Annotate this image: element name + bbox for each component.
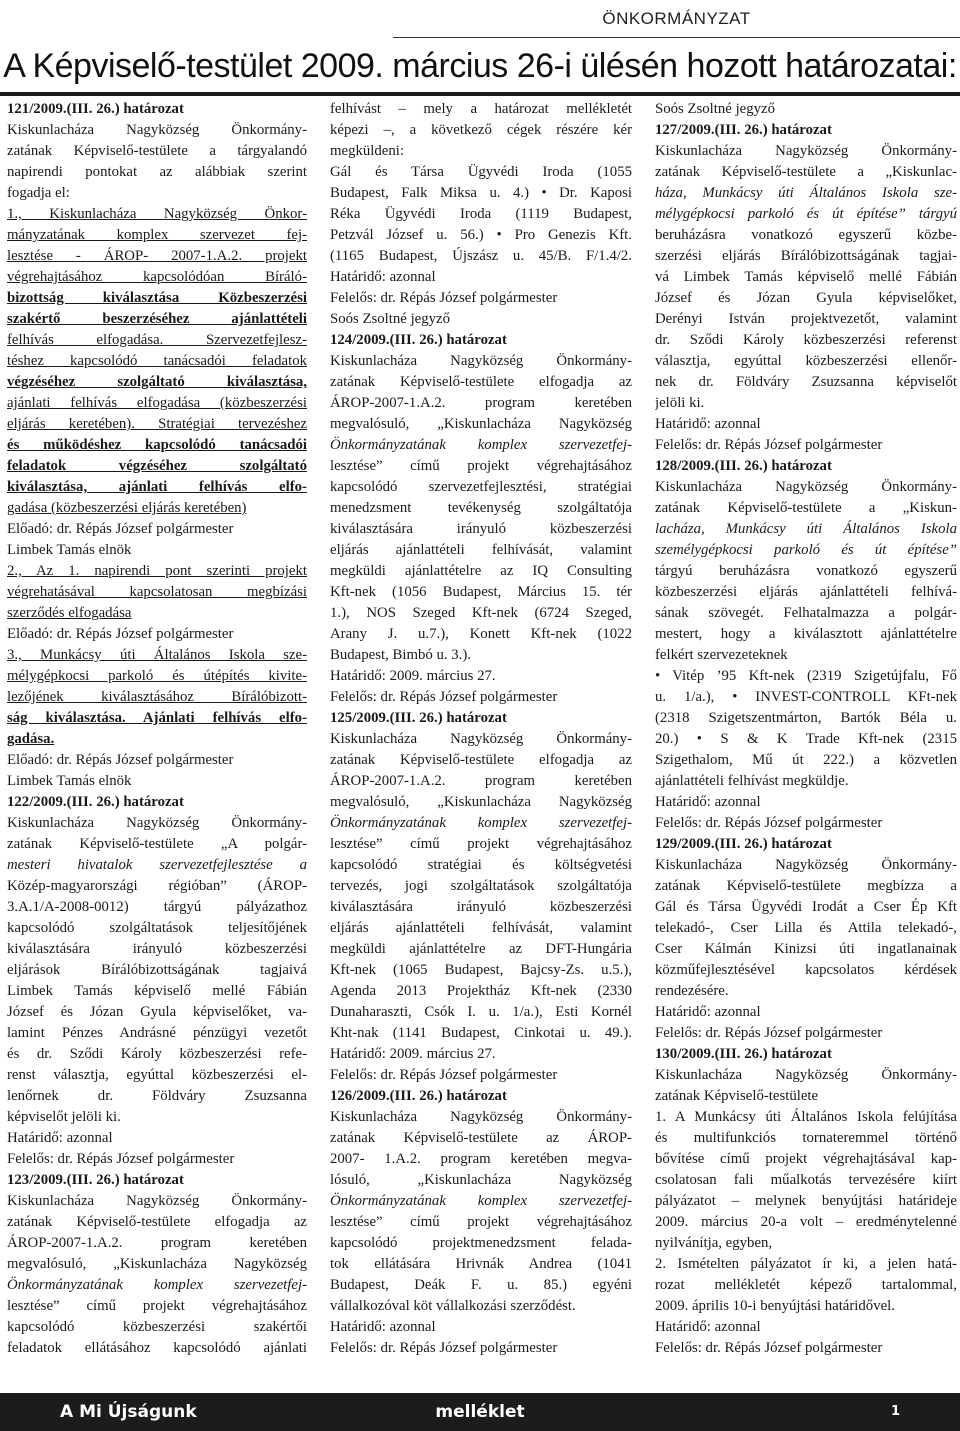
text-line: Limbek Tamás elnök (7, 773, 132, 789)
text-line: ajánlati felhívás elfogadása (közbeszerzési (7, 395, 307, 411)
text-line: Arany J. u.7.), Konett Kft-nek (1022 (330, 626, 632, 642)
text-line: renst választja, egyúttal közbeszerzési el- (7, 1067, 307, 1083)
text-line: közműfejlesztésével kapcsolatos kérdések (655, 962, 957, 978)
text-line: Kiskunlacháza Nagyközség Önkormány- (655, 857, 957, 873)
text-line: kiválasztására irányuló közbeszerzési (7, 941, 307, 957)
text-line: megküldeni: (330, 143, 404, 159)
text-line: zatának Képviselő-testülete „A polgár- (7, 836, 307, 852)
text-line: kiválasztására irányuló közbeszerzési (330, 521, 632, 537)
section-label: ÖNKORMÁNYZAT (602, 9, 751, 28)
text-line: eljárás ajánlattételi felhívását, valamint (330, 542, 632, 558)
text-line: telekadó-, Cser Lilla és Attila telekadó-, (655, 920, 957, 936)
text-line: mányzatának komplex szervezet fej- (7, 227, 307, 243)
text-line: képviselőt jelöli ki. (7, 1109, 121, 1125)
text-line: • Vitép ’95 Kft-nek (2319 Szigetújfalu, Fő (655, 668, 957, 684)
text-line: Felelős: dr. Répás József polgármester (330, 1340, 558, 1356)
text-line: végzéséhez szolgáltató kiválasztása, (7, 374, 307, 390)
text-line: Határidő: azonnal (655, 1004, 761, 1020)
text-line: József és Józan Gyula képviselőket, va- (7, 1004, 307, 1020)
text-line: zatának Képviselő-testülete megbízza a (655, 878, 957, 894)
text-line: eljárás ajánlattételi felhívását, valamint (330, 920, 632, 936)
text-line: mesteri hivatalok szervezetfejlesztése a (7, 857, 307, 873)
text-line: Kiskunlacháza Nagyközség Önkormány- (655, 143, 957, 159)
text-line: 121/2009.(III. 26.) határozat (7, 101, 184, 117)
text-line: eljárások Bírálóbizottságának tagjaivá (7, 962, 307, 978)
text-line: megvalósuló, „Kiskunlacháza Nagyközség (330, 794, 632, 810)
text-line: közbeszerzési eljárás ajánlattételi felhívá- (655, 584, 957, 600)
text-line: (2318 Szigetszentmárton, Bartók Béla u. (655, 710, 957, 726)
text-line: Önkormányzatának komplex szervezetfej- (330, 437, 632, 453)
text-line: csolatosan fali műalkotás tervezésére kiírt (655, 1172, 957, 1188)
text-line: 2., Az 1. napirendi pont szerinti projekt (7, 563, 307, 579)
text-line: háza, Munkácsy úti Általános Iskola sze- (655, 185, 957, 201)
text-line: Határidő: azonnal (330, 269, 436, 285)
text-line: Előadó: dr. Répás József polgármester (7, 521, 234, 537)
text-line: 2009. április 10-i benyújtási határidővel. (655, 1298, 895, 1314)
text-line: Limbek Tamás elnök (7, 542, 132, 558)
text-line: vállalkozóval köt vállalkozási szerződést. (330, 1298, 576, 1314)
text-line: Felelős: dr. Répás József polgármester (330, 689, 558, 705)
text-line: szakértő beszerzéséhez ajánlattételi (7, 311, 307, 327)
text-line: lesztése” című projekt végrehajtásához (7, 1298, 307, 1314)
text-line: Kft-nek (1056 Budapest, Március 15. tér (330, 584, 632, 600)
text-line: megvalósuló, „Kiskunlacháza Nagyközség (330, 416, 632, 432)
text-line: Kiskunlacháza Nagyközség Önkormány- (7, 122, 307, 138)
text-line: Határidő: azonnal (330, 1319, 436, 1335)
text-line: zatának Képviselő-testülete a tárgyalandó (7, 143, 307, 159)
text-line: és működéshez kapcsolódó tanácsadói (7, 437, 307, 453)
text-line: Kiskunlacháza Nagyközség Önkormány- (330, 353, 632, 369)
text-line: u. 1/a.), • INVEST-CONTROLL KFt-nek (655, 689, 957, 705)
text-column-1 (7, 99, 307, 1359)
text-line: menedzsment tevékenység szolgáltatója (330, 500, 632, 516)
text-line: Petzvál József u. 56.) • Pro Genezis Kft. (330, 227, 632, 243)
text-column-2 (330, 99, 632, 1359)
text-line: 2. Ismételten pályázatot ír ki, a jelen hatá- (655, 1256, 957, 1272)
text-line: Gál és Társa Ügyvédi Iroda (1055 (330, 164, 632, 180)
text-line: zatának Képviselő-testülete elfogadja az (7, 1214, 307, 1230)
text-line: lesztése” című projekt végrehajtásához (330, 1214, 632, 1230)
text-line: Határidő: 2009. március 27. (330, 668, 496, 684)
text-line: Kht-nak (1141 Budapest, Cinkotai u. 49.). (330, 1025, 632, 1041)
text-line: lezőjének kiválasztásához Bírálóbizott- (7, 689, 307, 705)
text-line: lósuló, „Kiskunlacháza Nagyközség (330, 1172, 632, 1188)
text-line: 20.) • S & K Trade Kft-nek (2315 (655, 731, 957, 747)
text-line: Réka Ügyvédi Iroda (1119 Budapest, (330, 206, 632, 222)
text-line: Limbek Tamás képviselő mellé Fábián (7, 983, 307, 999)
text-line: Felelős: dr. Répás József polgármester (655, 1340, 883, 1356)
text-line: Határidő: azonnal (7, 1130, 113, 1146)
page-footer (0, 1393, 960, 1431)
text-line: Felelős: dr. Répás József polgármester (655, 1025, 883, 1041)
text-line: Szigethalom, Mű út 222.) a közvetlen (655, 752, 957, 768)
text-line: József és Józan Gyula képviselőket, (655, 290, 957, 306)
text-line: lacháza, Munkácsy úti Általános Iskola (655, 521, 957, 537)
text-line: Előadó: dr. Répás József polgármester (7, 752, 234, 768)
text-line: megküldi ajánlattételre az DFT-Hungária (330, 941, 632, 957)
text-line: Soós Zsoltné jegyző (655, 101, 776, 117)
text-line: mestert, hogy a kiválasztott ajánlattételre (655, 626, 957, 642)
text-line: Budapest, Falk Miksa u. 4.) • Dr. Kaposi (330, 185, 632, 201)
text-line: rendezésére. (655, 983, 729, 999)
text-line: Határidő: azonnal (655, 416, 761, 432)
text-line: Határidő: 2009. március 27. (330, 1046, 496, 1062)
text-line: megküldi ajánlattételre az IQ Consulting (330, 563, 632, 579)
text-line: (1165 Budapest, Újszász u. 45/B. F/1.4/2. (330, 248, 632, 264)
text-line: 125/2009.(III. 26.) határozat (330, 710, 507, 726)
text-line: lesztése” című projekt végrehajtásához (330, 458, 632, 474)
text-line: kiválasztása, ajánlati felhívás elfo- (7, 479, 307, 495)
text-line: feladatok ellátásához kapcsolódó ajánlati (7, 1340, 307, 1356)
text-line: ság kiválasztása. Ajánlati felhívás elfo- (7, 710, 307, 726)
text-line: végrehatásával kapcsolatosan megbízási (7, 584, 307, 600)
text-line: téshez kapcsolódó tanácsadói feladatok (7, 353, 307, 369)
text-line: lesztése” című projekt végrehajtásához (330, 836, 632, 852)
text-line: és dr. Sződi Károly közbeszerzési refe- (7, 1046, 307, 1062)
text-line: 123/2009.(III. 26.) határozat (7, 1172, 184, 1188)
text-line: 1. A Munkácsy úti Általános Iskola felújítása (655, 1109, 957, 1125)
text-line: tok ellátására Hrivnák Andrea (1041 (330, 1256, 632, 1272)
text-line: Derényi István projektvezetőt, valamint (655, 311, 957, 327)
text-line: tárgyú beruházásra vonatkozó egyszerű (655, 563, 957, 579)
text-line: ajánlattételi felhívást megküldje. (655, 773, 849, 789)
text-line: 122/2009.(III. 26.) határozat (7, 794, 184, 810)
publication-name: A Mi Újságunk (60, 1402, 197, 1422)
section-header (393, 0, 960, 38)
text-line: Közép-magyarországi régióban” (ÁROP- (7, 878, 307, 894)
text-line: Kiskunlacháza Nagyközség Önkormány- (7, 1193, 307, 1209)
text-line: 2009. március 20-a volt – eredménytelenné (655, 1214, 957, 1230)
text-line: és multifunkciós tornateremmel történő (655, 1130, 957, 1146)
text-line: lenőrnek dr. Földváry Zsuzsanna (7, 1088, 307, 1104)
text-line: Budapest, Deák F. u. 85.) egyéni (330, 1277, 632, 1293)
text-line: képezi –, a következő cégek részére kér (330, 122, 632, 138)
header-divider (0, 92, 960, 96)
text-line: kapcsolódó stratégiai és költségvetési (330, 857, 632, 873)
text-line: Kiskunlacháza Nagyközség Önkormány- (330, 731, 632, 747)
text-line: ÁROP-2007-1.A.2. program keretében (7, 1235, 307, 1251)
text-line: zatának Képviselő-testülete a „Kiskun- (655, 500, 957, 516)
text-line: eljárás keretében). Stratégiai tervezéshez (7, 416, 307, 432)
text-line: Felelős: dr. Répás József polgármester (655, 437, 883, 453)
text-line: Felelős: dr. Répás József polgármester (655, 815, 883, 831)
text-line: 3.A.1/A-2008-0012) tárgyú pályázathoz (7, 899, 307, 915)
text-line: szerzési eljárás Bírálóbizottságának tagjai- (655, 248, 957, 264)
text-column-3 (655, 99, 957, 1359)
text-line: fogadja el: (7, 185, 70, 201)
text-line: Előadó: dr. Répás József polgármester (7, 626, 234, 642)
text-line: 128/2009.(III. 26.) határozat (655, 458, 832, 474)
text-line: mélygépkocsi parkoló és út építése” tárgyú (655, 206, 957, 222)
text-line: szerződés elfogadása (7, 605, 132, 621)
text-line: zatának Képviselő-testülete elfogadja az (330, 752, 632, 768)
text-line: 1.), NOS Szeged Kft-nek (6724 Szeged, (330, 605, 632, 621)
text-line: 3., Munkácsy úti Általános Iskola sze- (7, 647, 307, 663)
text-line: ÁROP-2007-1.A.2. program keretében (330, 395, 632, 411)
text-line: felhívást – mely a határozat mellékletét (330, 101, 632, 117)
text-line: Dunaharaszti, Csók I. u. 1/a.), Esti Kornél (330, 1004, 632, 1020)
text-line: 130/2009.(III. 26.) határozat (655, 1046, 832, 1062)
text-line: megvalósuló, „Kiskunlacháza Nagyközség (7, 1256, 307, 1272)
text-line: választja, egyúttal közbeszerzési ellenőr- (655, 353, 957, 369)
text-line: tervezés, jogi szolgáltatások szolgáltatója (330, 878, 632, 894)
text-line: Budapest, Bimbó u. 3.). (330, 647, 471, 663)
text-line: dr. Sződi Károly közbeszerzési referenst (655, 332, 957, 348)
text-line: Felelős: dr. Répás József polgármester (7, 1151, 235, 1167)
text-line: kiválasztására irányuló közbeszerzési (330, 899, 632, 915)
text-line: nyilvánítja, egyben, (655, 1235, 773, 1251)
text-line: Kiskunlacháza Nagyközség Önkormány- (7, 815, 307, 831)
text-line: zatának Képviselő-testülete az ÁROP- (330, 1130, 632, 1146)
text-line: Felelős: dr. Répás József polgármester (330, 290, 558, 306)
text-line: gadása (közbeszerzési eljárás keretében) (7, 500, 247, 516)
text-line: bizottság kiválasztása Közbeszerzési (7, 290, 307, 306)
text-line: kapcsolódó projektmenedzsment felada- (330, 1235, 632, 1251)
text-line: beruházásra vonatkozó egyszerű közbe- (655, 227, 957, 243)
footer-supplement-label: melléklet (435, 1402, 525, 1422)
text-line: zatának Képviselő-testülete elfogadja az (330, 374, 632, 390)
text-line: Agenda 2013 Projektház Kft-nek (2330 (330, 983, 632, 999)
text-line: nek dr. Földváry Zsuzsanna képviselőt (655, 374, 957, 390)
text-line: végrehajtásához kapcsolódóan Bíráló- (7, 269, 307, 285)
text-line: Kft-nek (1065 Budapest, Bajcsy-Zs. u.5.), (330, 962, 632, 978)
text-line: 127/2009.(III. 26.) határozat (655, 122, 832, 138)
text-line: zatának Képviselő-testülete a „Kiskunlac- (655, 164, 957, 180)
text-line: Soós Zsoltné jegyző (330, 311, 451, 327)
text-line: felkért szervezeteknek (655, 647, 788, 663)
text-line: Kiskunlacháza Nagyközség Önkormány- (330, 1109, 632, 1125)
text-line: személygépkocsi parkoló és út építése” (655, 542, 957, 558)
text-line: Önkormányzatának komplex szervezetfej- (330, 1193, 632, 1209)
text-line: Kiskunlacháza Nagyközség Önkormány- (655, 479, 957, 495)
text-line: kapcsolódó közbeszerzési szakértői (7, 1319, 307, 1335)
page-title: A Képviselő-testület 2009. március 26-i ülésén hozott határozatai: (3, 47, 957, 85)
text-line: mélygépkocsi parkoló és útépítés kivite- (7, 668, 307, 684)
text-line: 126/2009.(III. 26.) határozat (330, 1088, 507, 1104)
text-line: Gál és Társa Ügyvédi Irodát a Cser Ép Kft (655, 899, 957, 915)
text-line: Határidő: azonnal (655, 794, 761, 810)
text-line: Önkormányzatának komplex szervezetfej- (330, 815, 632, 831)
text-line: vá Limbek Tamás képviselő mellé Fábián (655, 269, 957, 285)
page-number: 1 (890, 1404, 900, 1419)
text-line: Önkormányzatának komplex szervezetfej- (7, 1277, 307, 1293)
text-line: feladatok végzéséhez szolgáltató (7, 458, 307, 474)
text-line: gadása. (7, 731, 55, 747)
text-line: kapcsolódó szervezetfejlesztési, stratégiai (330, 479, 632, 495)
text-line: 124/2009.(III. 26.) határozat (330, 332, 507, 348)
text-line: napirendi pontokat az alábbiak szerint (7, 164, 307, 180)
text-line: 2007- 1.A.2. program keretében megva- (330, 1151, 632, 1167)
text-line: lamint Pénzes Andrásné pénzügyi vezetőt (7, 1025, 307, 1041)
text-line: Kiskunlacháza Nagyközség Önkormány- (655, 1067, 957, 1083)
text-line: zatának Képviselő-testülete (655, 1088, 819, 1104)
text-line: Cser Kálmán Kinizsi úti ingatlanainak (655, 941, 957, 957)
text-line: lesztése - ÁROP- 2007-1.A.2. projekt (7, 248, 307, 264)
text-line: sának szövegét. Felhatalmazza a polgár- (655, 605, 957, 621)
text-line: 129/2009.(III. 26.) határozat (655, 836, 832, 852)
text-line: 1., Kiskunlacháza Nagyközség Önkor- (7, 206, 307, 222)
text-line: jelöli ki. (655, 395, 705, 411)
text-line: ÁROP-2007-1.A.2. program keretében (330, 773, 632, 789)
text-line: Felelős: dr. Répás József polgármester (330, 1067, 558, 1083)
text-line: kapcsolódó szolgáltatások teljesítőjének (7, 920, 307, 936)
text-line: felhívás elfogadása. Szervezetfejlesz- (7, 332, 307, 348)
text-line: bővítése című projekt végrehajtásával kap- (655, 1151, 957, 1167)
text-line: rozat mellékletét képező tartalommal, (655, 1277, 957, 1293)
text-line: Határidő: azonnal (655, 1319, 761, 1335)
text-line: pályázatot – melynek benyújtási határideje (655, 1193, 957, 1209)
